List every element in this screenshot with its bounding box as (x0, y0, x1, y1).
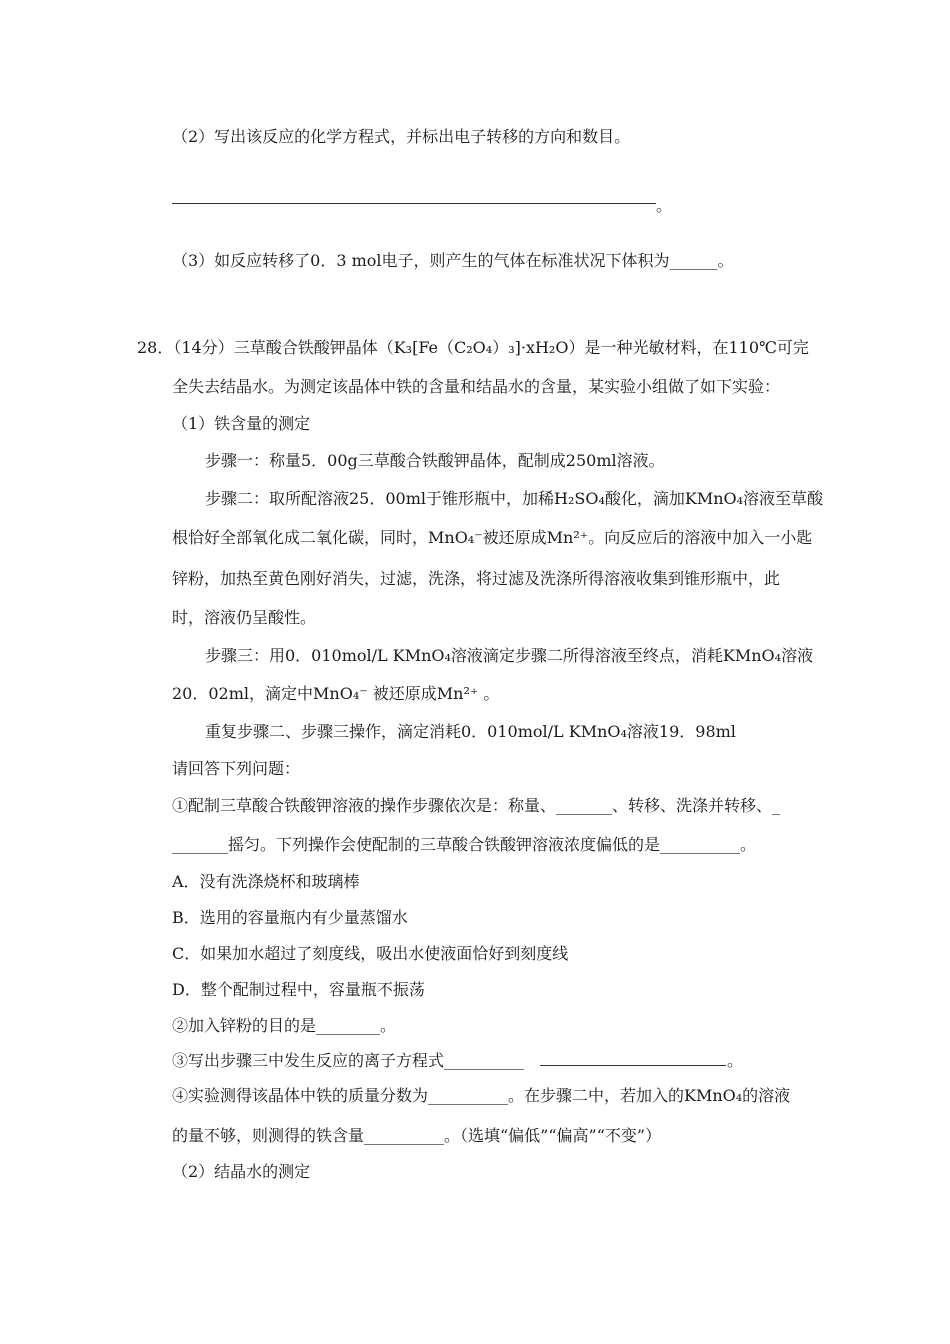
q28-sub2-heading: （2）结晶水的测定 (172, 1162, 311, 1181)
q28-q1-line1: ①配制三草酸合铁酸钾溶液的操作步骤依次是：称量、_______、转移、洗涤并转移、_ (172, 796, 781, 815)
q28-q3: ③写出步骤三中发生反应的离子方程式__________ (172, 1051, 525, 1070)
option-b: B．选用的容量瓶内有少量蒸馏水 (172, 908, 408, 927)
q28-q2: ②加入锌粉的目的是________。 (172, 1016, 397, 1035)
option-a: A．没有洗涤烧杯和玻璃棒 (172, 872, 360, 891)
q28-step2-line1: 步骤二：取所配溶液25．00ml于锥形瓶中，加稀H₂SO₄酸化，滴加KMnO₄溶液至草酸 (205, 489, 824, 508)
q28-q4-line1: ④实验测得该晶体中铁的质量分数为__________。在步骤二中，若加入的KMnO₄的溶液 (172, 1086, 791, 1105)
q28-step3-line1: 步骤三：用0．010mol/L KMnO₄溶液滴定步骤二所得溶液至终点，消耗KMnO₄溶液 (205, 646, 814, 665)
q28-prompt: 请回答下列问题： (172, 759, 301, 778)
q28-step3-line2: 20．02ml，滴定中MnO₄⁻ 被还原成Mn²⁺ 。 (172, 684, 500, 703)
q28-q3-period: 。 (727, 1051, 744, 1070)
q27-part2: （2）写出该反应的化学方程式，并标出电子转移的方向和数目。 (172, 127, 631, 146)
q28-step2-line3: 锌粉，加热至黄色刚好消失，过滤，洗涤，将过滤及洗涤所得溶液收集到锥形瓶中，此 (172, 569, 781, 588)
q28-repeat: 重复步骤二、步骤三操作，滴定消耗0．010mol/L KMnO₄溶液19．98ml (205, 722, 736, 741)
q28-step1: 步骤一：称量5．00g三草酸合铁酸钾晶体，配制成250ml溶液。 (205, 451, 665, 470)
answer-period: 。 (656, 196, 673, 215)
ion-equation-line (540, 1065, 726, 1066)
q28-intro-line1: 28．（14分）三草酸合铁酸钾晶体（K₃[Fe（C₂O₄）₃]·xH₂O）是一种光敏材料，在110℃可完 (137, 338, 809, 357)
q28-q4-line2: 的量不够，则测得的铁含量__________。（选填“偏低”“偏高”“不变”） (172, 1126, 662, 1145)
q28-q1-line2: _______摇匀。下列操作会使配制的三草酸合铁酸钾溶液浓度偏低的是__________。 (172, 835, 757, 854)
option-c: C．如果加水超过了刻度线，吸出水使液面恰好到刻度线 (172, 944, 569, 963)
option-d: D．整个配制过程中，容量瓶不振荡 (172, 980, 425, 999)
q28-sub1-heading: （1）铁含量的测定 (172, 414, 311, 433)
q28-step2-line4: 时，溶液仍呈酸性。 (172, 608, 317, 627)
q28-step2-line2: 根恰好全部氧化成二氧化碳，同时，MnO₄⁻被还原成Mn²⁺。向反应后的溶液中加入一小匙 (172, 528, 813, 547)
q27-part3: （3）如反应转移了0．3 mol电子，则产生的气体在标准状况下体积为______。 (172, 251, 734, 270)
answer-line (172, 203, 656, 204)
q28-intro-line2: 全失去结晶水。为测定该晶体中铁的含量和结晶水的含量，某实验小组做了如下实验： (172, 377, 781, 396)
